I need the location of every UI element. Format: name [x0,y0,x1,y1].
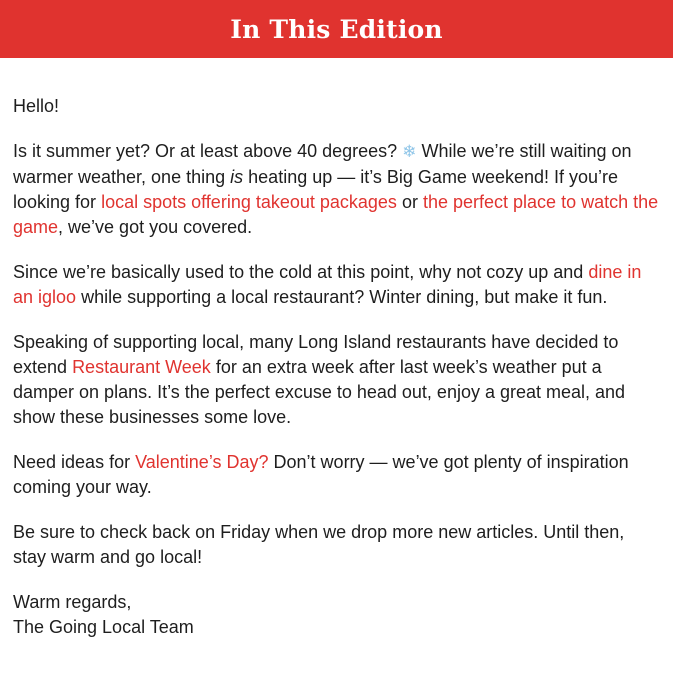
igloo-paragraph [13,260,660,310]
valentines-day-link[interactable]: Valentine’s Day? [135,452,269,472]
watch-the-game-link[interactable]: the perfect place to watch the game [13,192,659,237]
restaurant-week-link[interactable]: Restaurant Week [72,357,211,377]
intro-text-3: heating up — it’s Big Game weekend! If you’re looking for [13,167,619,212]
closing-paragraph: Be sure to check back on Friday when we drop more new articles. Until then, stay warm and go local! [13,522,625,567]
page-title: In This Edition [230,14,443,44]
restaurant-week-text-2: for an extra week after last week’s weather put a damper on plans. It’s the perfect excuse to head out, enjoy a great meal, and show these businesses some love. [13,357,626,427]
valentines-text-2: Don’t worry — we’ve got plenty of inspiration coming your way. [13,452,629,497]
greeting: Hello! [13,96,60,116]
signoff-line-2: The Going Local Team [13,617,194,637]
intro-text-4: or [401,192,418,212]
takeout-packages-link[interactable]: local spots offering takeout packages [101,192,397,212]
dine-in-igloo-link[interactable]: dine in an igloo [13,262,642,307]
intro-text-1: Is it summer yet? Or at least above 40 degrees? [13,141,398,161]
intro-text-2: While we’re still waiting on warmer weather, one thing [13,141,632,187]
intro-text-5: , we’ve got you covered. [58,217,253,237]
header-banner [0,0,673,58]
snowflake-icon: ❄ [402,142,417,162]
restaurant-week-text-1: Speaking of supporting local, many Long Island restaurants have decided to extend [13,332,619,377]
newsletter-body [0,94,673,640]
valentines-text-1: Need ideas for [13,452,131,472]
signoff-line-1: Warm regards, [13,592,132,612]
intro-emphasis: is [230,167,244,187]
valentines-paragraph [13,450,660,500]
restaurant-week-paragraph [13,330,660,430]
igloo-text-1: Since we’re basically used to the cold at this point, why not cozy up and [13,262,584,282]
igloo-text-2: while supporting a local restaurant? Winter dining, but make it fun. [81,287,608,307]
intro-paragraph [13,139,660,240]
signoff [13,590,660,640]
